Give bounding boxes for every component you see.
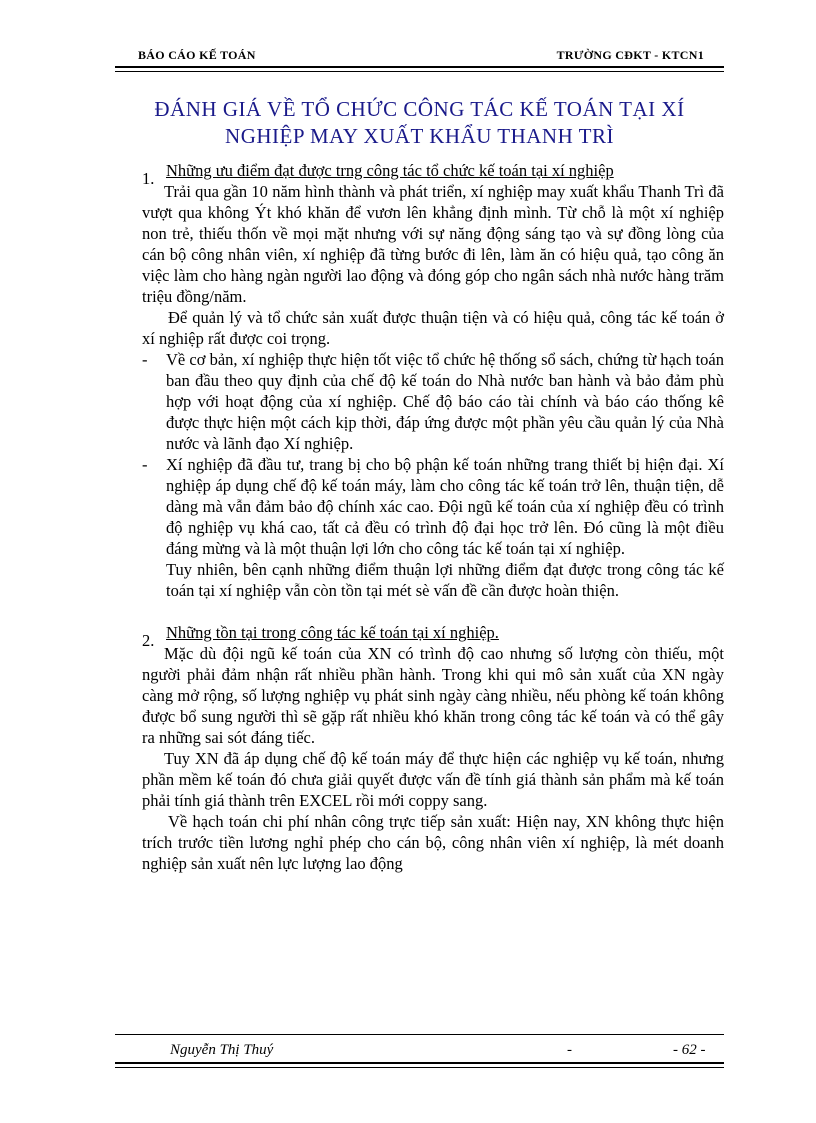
page-title (115, 96, 724, 150)
title-line-1: ĐÁNH GIÁ VỀ TỔ CHỨC CÔNG TÁC KẾ TOÁN TẠI XÍ (154, 97, 685, 121)
footer-dash: - (567, 1042, 572, 1058)
section-2-heading (142, 622, 724, 650)
section-1-bullet-1 (142, 349, 724, 454)
section-1-bullet-2 (142, 454, 724, 559)
section-2-paragraph-2: Tuy XN đã áp dụng chế độ kế toán máy để thực hiện các nghiệp vụ kế toán, nhưng phần mềm kế toán đó chưa giải quyết được vấn đề tính giá thành sản phẩm mà kế toán phải tính giá thành trên EXCEL rồi mới coppy sang. (142, 749, 724, 810)
section-1-paragraph-2: Để quản lý và tổ chức sản xuất được thuận tiện và có hiệu quả, công tác kế toán ở xí nghiệp rất được coi trọng. (142, 308, 724, 348)
section-2-title: Những tồn tại trong công tác kế toán tại xí nghiệp. (166, 623, 499, 642)
section-2-paragraph-1: Mặc dù đội ngũ kế toán của XN có trình độ cao nhưng số lượng còn thiếu, một người phải đảm nhận rất nhiều phần hành. Trong khi qui mô sản xuất của XN ngày càng mở rộng, số lượng nghiệp vụ phát sinh ngày càng nhiều, nếu phòng kế toán không được bổ sung người thì sẽ gặp rất nhiều khó khăn trong công tác kế toán và có thể gây ra những sai sót đáng tiếc. (142, 644, 724, 747)
section-1-number: 1. (142, 169, 155, 188)
bullet-1-text: Về cơ bản, xí nghiệp thực hiện tốt việc tổ chức hệ thống sổ sách, chứng từ hạch toán ban đầu theo quy định của chế độ kế toán do Nhà nước ban hành và bảo đảm phù hợp với hoạt động của xí nghiệp. Chế độ báo cáo tài chính và báo cáo thống kê được thực hiện một cách kịp thời, đáp ứng được một phần yêu cầu quản lý của Nhà nước và lãnh đạo Xí nghiệp. (166, 350, 724, 453)
header-rule (115, 66, 724, 72)
bullet-dash: - (142, 455, 148, 474)
footer-rule (115, 1034, 724, 1035)
section-2-number: 2. (142, 631, 155, 650)
document-body (142, 160, 724, 874)
footer-author: Nguyễn Thị Thuý (170, 1042, 274, 1058)
footer-bottom-rule (115, 1062, 724, 1068)
title-line-2: NGHIỆP MAY XUẤT KHẨU THANH TRÌ (225, 124, 614, 148)
section-1-bullet-2-continuation (142, 559, 724, 601)
bullet-dash: - (142, 350, 148, 369)
header-left: BÁO CÁO KẾ TOÁN (138, 48, 256, 62)
section-1-paragraph-1: Trải qua gần 10 năm hình thành và phát triển, xí nghiệp may xuất khẩu Thanh Trì đã vượt qua không Ýt khó khăn để vươn lên khẳng định mình. Từ chỗ là một xí nghiệp non trẻ, thiếu thốn về mọi mặt nhưng với sự năng động sáng tạo và sự đồng lòng của cán bộ công nhân viên, xí nghiệp đã từng bước đi lên, làm ăn có hiệu quả, tạo công ăn việc làm cho hàng ngàn người lao động và đóng góp cho ngân sách nhà nước hàng trăm triệu đồng/năm. (142, 182, 724, 306)
bullet-2-text: Xí nghiệp đã đầu tư, trang bị cho bộ phận kế toán những trang thiết bị hiện đại. Xí nghiệp áp dụng chế độ kế toán máy, làm cho công tác kế toán trở lên, thuận tiện, dễ dàng mà vẫn đảm bảo độ chính xác cao. Đội ngũ kế toán của xí nghiệp đều có trình độ nghiệp vụ khá cao, tất cả đều có trình độ đại học trở lên. Đó cũng là một điều đáng mừng và là một thuận lợi lớn cho công tác kế toán tại xí nghiệp. (166, 455, 724, 558)
section-1-heading (142, 160, 724, 188)
footer-page-number: - 62 - (673, 1042, 706, 1058)
bullet-2-continuation-text: Tuy nhiên, bên cạnh những điểm thuận lợi những điểm đạt được trong công tác kế toán tại xí nghiệp vẫn còn tồn tại mét sè vấn đề cần được hoàn thiện. (166, 560, 724, 600)
header-right: TRƯỜNG CĐKT - KTCN1 (556, 48, 704, 62)
section-2-paragraph-3: Về hạch toán chi phí nhân công trực tiếp sản xuất: Hiện nay, XN không thực hiện trích trước tiền lương nghỉ phép cho cán bộ, công nhân viên xí nghiệp, là mét doanh nghiệp sản xuất nên lực lượng lao động (142, 812, 724, 873)
section-1-title: Những ưu điểm đạt được trng công tác tổ chức kế toán tại xí nghiệp (166, 161, 614, 180)
